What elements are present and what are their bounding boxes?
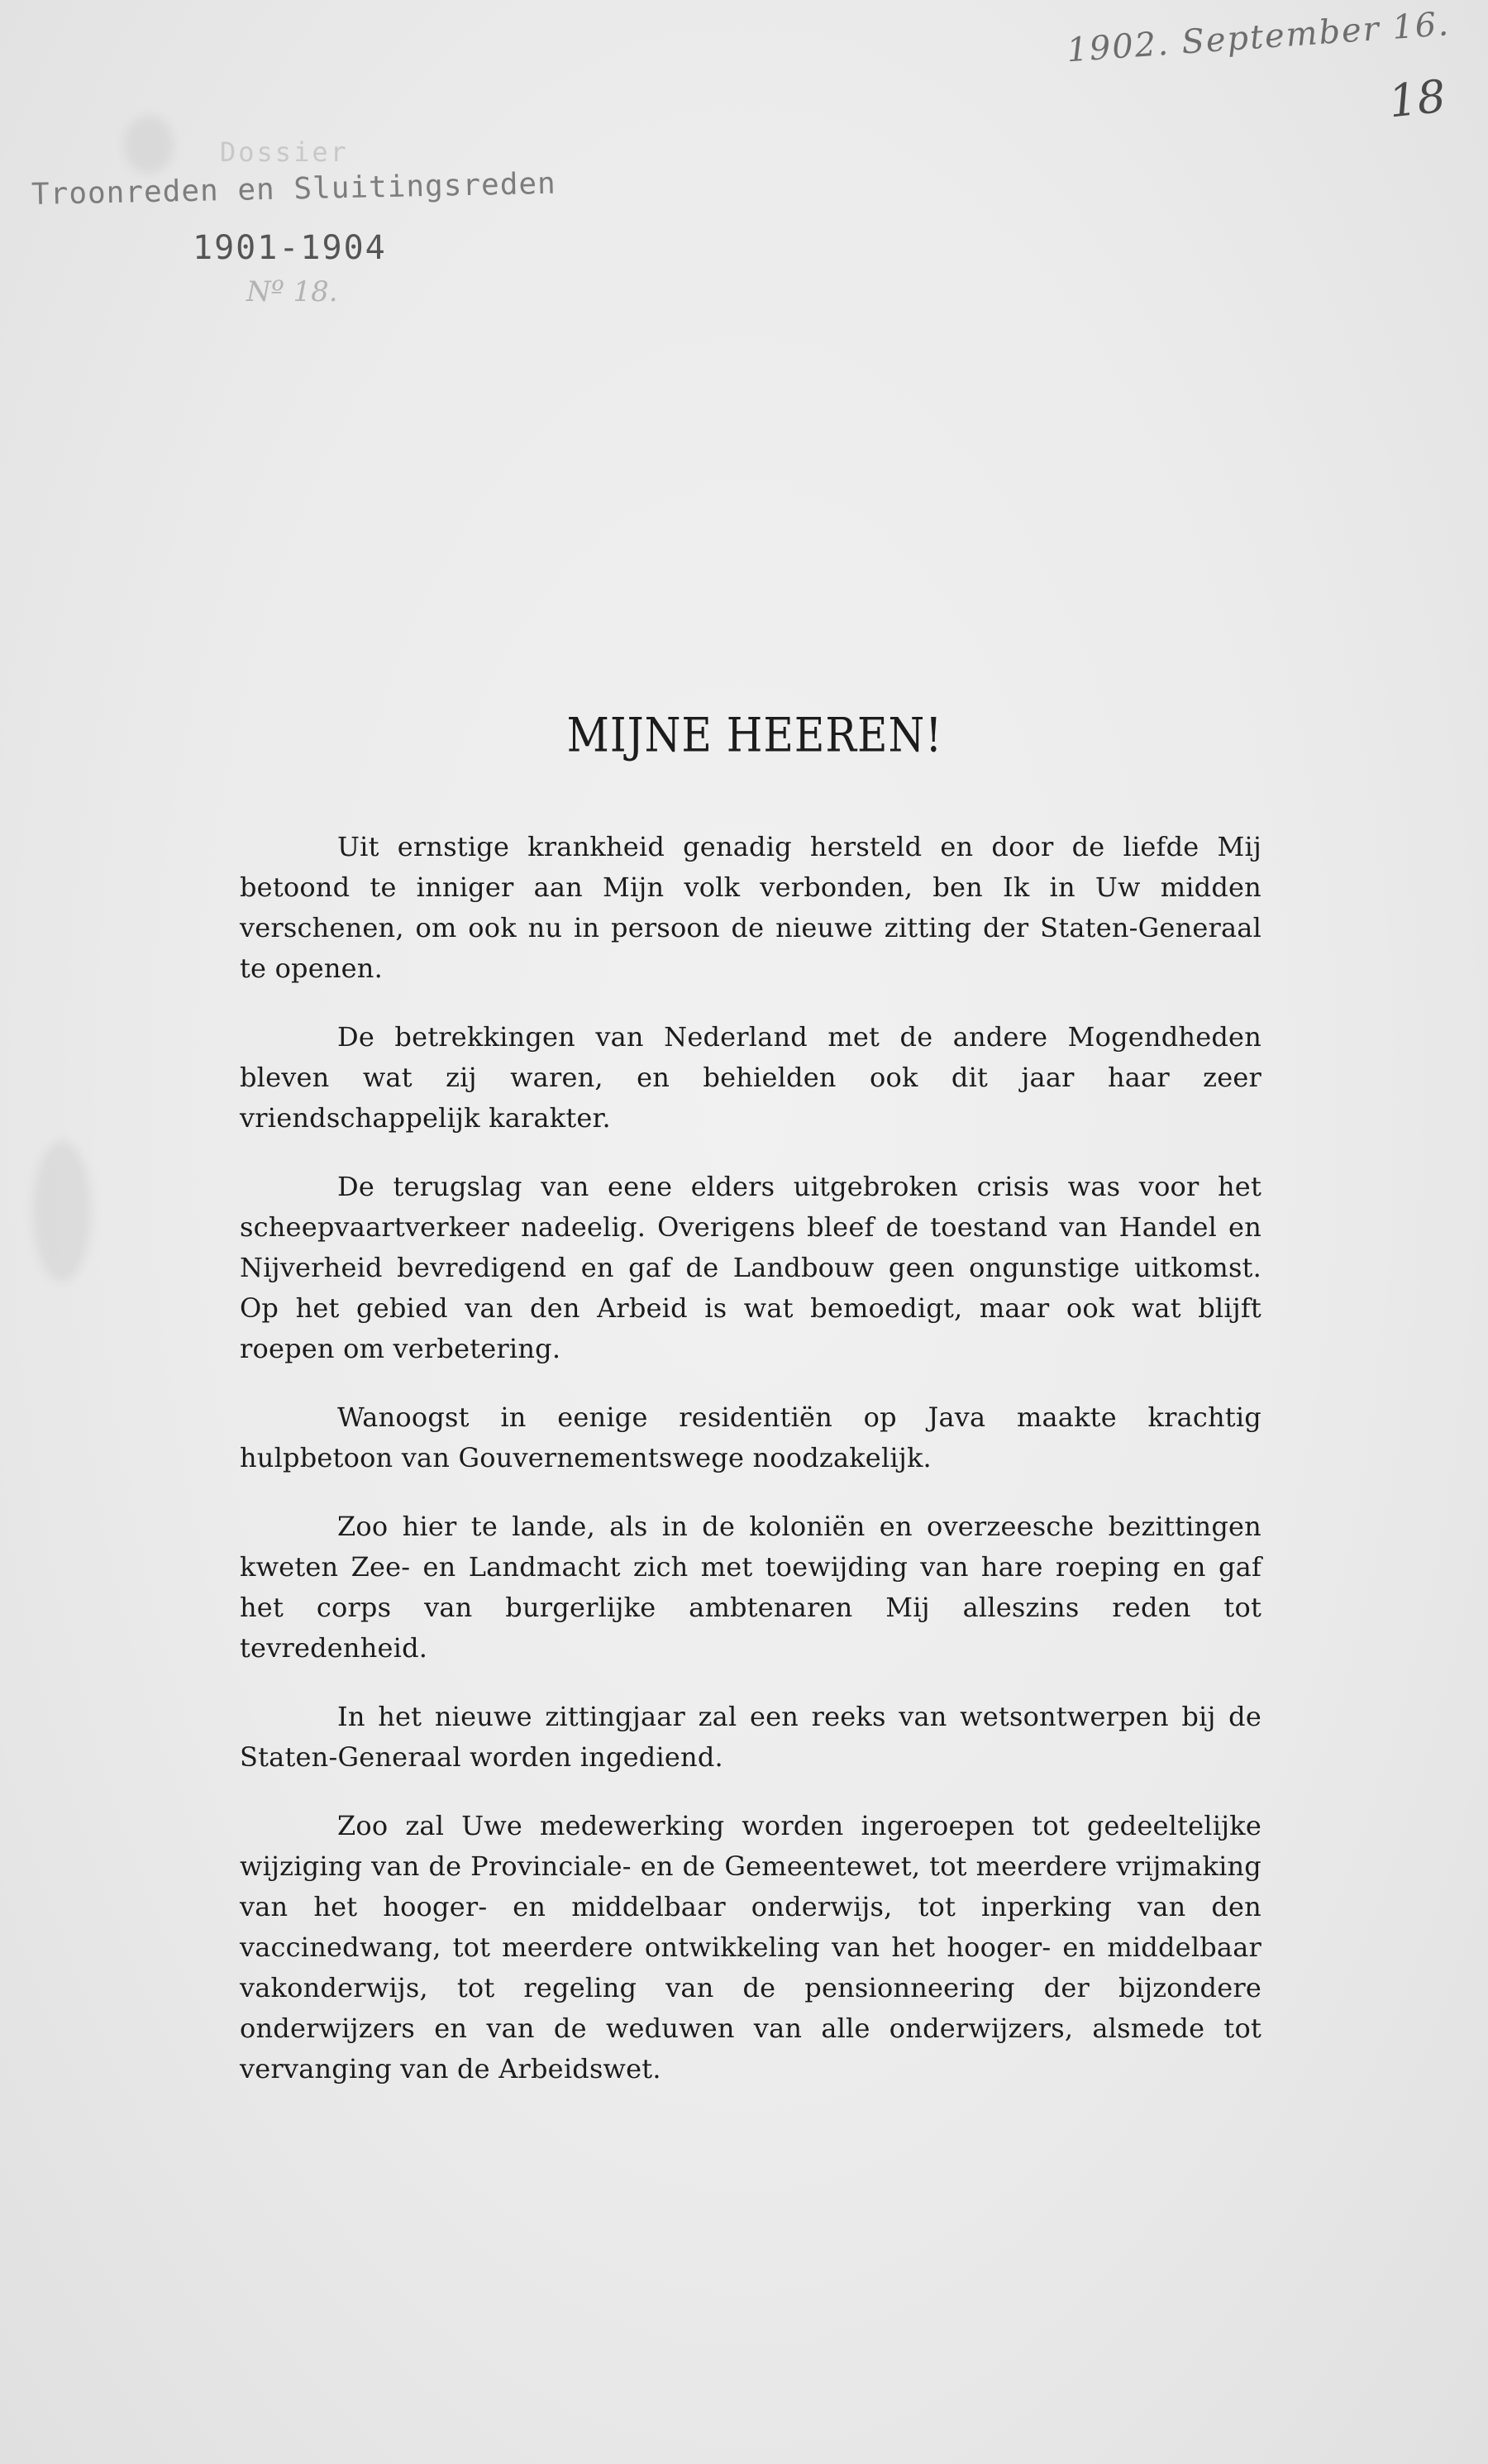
speech-paragraph: De terugslag van eene elders uitgebroken crisis was voor het scheepvaartverkeer nadeelig. Overigens bleef de toestand van Handel en Nijverheid bevredigend en gaf de Landbouw geen ongunstige uitkomst. Op het gebied van den Arbeid is wat bemoedigt, maar ook wat blijft roepen om verbetering. xyxy=(240,1171,1261,1364)
stamp-years: 1901-1904 xyxy=(193,229,387,267)
speech-body xyxy=(240,707,1261,2118)
speech-heading: MIJNE HEEREN! xyxy=(566,707,943,763)
speech-paragraph: In het nieuwe zittingjaar zal een reeks van wetsontwerpen bij de Staten-Generaal worden ingediend. xyxy=(240,1701,1261,1773)
stamp-number: Nº 18. xyxy=(246,275,338,308)
speech-paragraph: De betrekkingen van Nederland met de andere Mogendheden bleven wat zij waren, en behielden ook dit jaar haar zeer vriendschappelijk karakter. xyxy=(240,1021,1261,1134)
stamp-dossier-label: Dossier xyxy=(220,136,349,168)
speech-paragraph: Wanoogst in eenige residentiën op Java maakte krachtig hulpbetoon van Gouvernementswege noodzakelijk. xyxy=(240,1402,1261,1473)
paper-stain xyxy=(33,1141,91,1282)
stamp-dossier-title: Troonreden en Sluitingsreden xyxy=(31,166,557,212)
archive-stamp xyxy=(25,136,557,327)
speech-paragraph: Zoo zal Uwe medewerking worden ingeroepen tot gedeeltelijke wijziging van de Provinciale- en de Gemeentewet, tot meerdere vrijmaking van het hooger- en middelbaar onderwijs, tot inperking van den vaccinedwang, tot meerdere ontwikkeling van het hooger- en middelbaar vakonderwijs, tot regeling van de pensionneering der bijzondere onderwijzers en van de weduwen van alle onderwijzers, alsmede tot vervanging van de Arbeidswet. xyxy=(240,1810,1261,2084)
speech-paragraph: Zoo hier te lande, als in de koloniën en overzeesche bezittingen kweten Zee- en Landmacht zich met toewijding van hare roeping en gaf het corps van burgerlijke ambtenaren Mij alleszins reden tot tevredenheid. xyxy=(240,1511,1261,1664)
handwritten-date: 1902. September 16. xyxy=(1065,5,1452,70)
speech-paragraph: Uit ernstige krankheid genadig hersteld en door de liefde Mij betoond te inniger aan Mijn volk verbonden, ben Ik in Uw midden verschenen, om ook nu in persoon de nieuwe zitting der Staten-Generaal te openen. xyxy=(240,831,1261,984)
handwritten-document-number: 18 xyxy=(1385,69,1448,128)
